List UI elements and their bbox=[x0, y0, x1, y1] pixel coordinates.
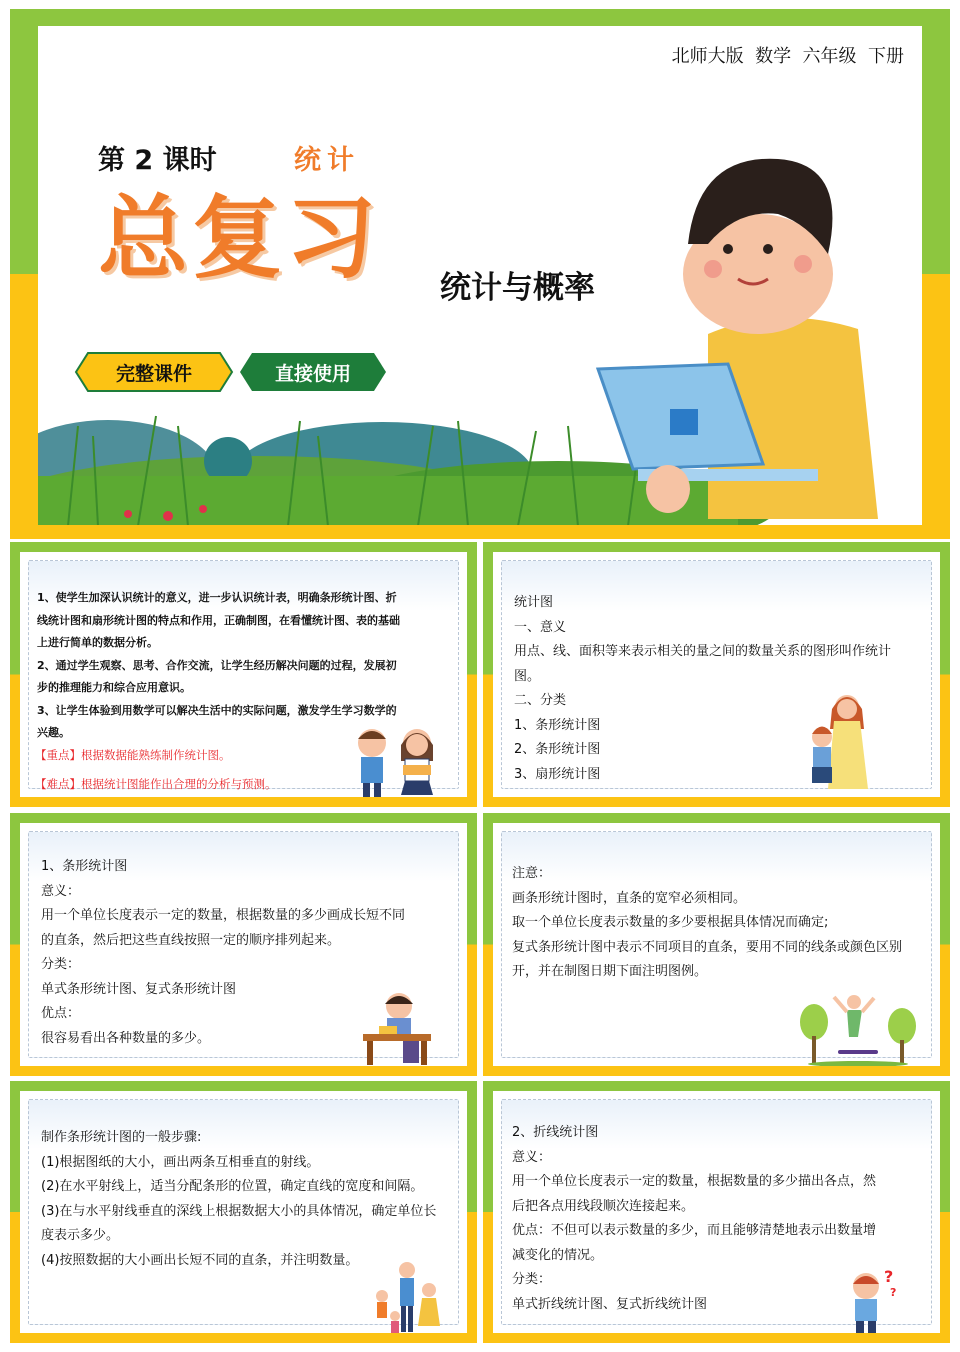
steps-slide bbox=[10, 1081, 477, 1343]
text-line: 统计图 bbox=[514, 595, 554, 610]
mother-child-illustration bbox=[802, 689, 872, 794]
svg-text:?: ? bbox=[890, 1286, 897, 1299]
objective-line: 上进行简单的数据分析。 bbox=[37, 636, 158, 649]
text-line: 分类： bbox=[512, 1272, 552, 1287]
text-line: 制作条形统计图的一般步骤: bbox=[41, 1130, 202, 1145]
text-line: 复式条形统计图中表示不同项目的直条，要用不同的线条或颜色区别 bbox=[512, 939, 903, 955]
objective-line: 2、通过学生观察、思考、合作交流，让学生经历解决问题的过程，发展初 bbox=[37, 658, 397, 672]
objective-line: 线统计图和扇形统计图的特点和作用，正确制图，在看懂统计图、表的基础 bbox=[37, 613, 400, 627]
text-line: 很容易看出各种数量的多少。 bbox=[41, 1030, 211, 1046]
text-line: 的直条，然后把这些直线按照一定的顺序排列起来。 bbox=[41, 932, 341, 948]
boy-with-laptop-illustration bbox=[578, 114, 922, 519]
text-line: (4)按照数据的大小画出长短不同的直条，并注明数量。 bbox=[41, 1252, 359, 1268]
text-line: 一、意义 bbox=[514, 619, 567, 635]
svg-text:?: ? bbox=[884, 1267, 894, 1286]
badge-complete-label: 完整课件 bbox=[115, 363, 192, 385]
text-line: (2)在水平射线上，适当分配条形的位置，确定直线的宽度和间隔。 bbox=[41, 1179, 424, 1194]
text-line: 二、分类 bbox=[514, 693, 567, 708]
text-line: 1、条形统计图 bbox=[41, 859, 128, 874]
main-title: 总复习 bbox=[98, 186, 380, 291]
text-line: 减变化的情况。 bbox=[512, 1247, 604, 1263]
subtitle: 统计与概率 bbox=[440, 270, 595, 306]
text-line: 3、扇形统计图 bbox=[514, 766, 601, 782]
badge-direct-label: 直接使用 bbox=[274, 363, 351, 385]
text-line: 取一个单位长度表示数量的多少要根据具体情况而确定; bbox=[512, 915, 829, 930]
lesson-number: 第 2 课时 bbox=[98, 145, 217, 176]
text-line: 用一个单位长度表示一定的数量，根据数量的多少描出各点，然 bbox=[512, 1174, 877, 1189]
notes-slide bbox=[483, 813, 950, 1076]
chart-intro-slide bbox=[483, 542, 950, 807]
notes-text bbox=[512, 862, 902, 985]
objectives-text bbox=[37, 587, 400, 745]
difficult-point: 【难点】根据统计图能作出合理的分析与预测。 bbox=[35, 777, 277, 791]
skateboarder-trees-illustration bbox=[792, 992, 922, 1066]
text-line: 优点：不但可以表示数量的多少，而且能够清楚地表示出数量增 bbox=[512, 1223, 877, 1238]
text-line: 优点： bbox=[41, 1006, 81, 1021]
objective-line: 步的推理能力和综合应用意识。 bbox=[37, 681, 191, 694]
text-line: 单式条形统计图、复式条形统计图 bbox=[41, 981, 237, 997]
text-line: 用点、线、面积等来表示相关的量之间的数量关系的图形叫作统计 bbox=[514, 644, 892, 659]
text-line: 度表示多少。 bbox=[41, 1228, 120, 1243]
text-line: 后把各点用线段顺次连接起来。 bbox=[512, 1198, 695, 1214]
line-chart-text bbox=[512, 1121, 876, 1317]
text-line: 2、条形统计图 bbox=[514, 742, 601, 757]
lesson-topic: 统计 bbox=[294, 145, 360, 176]
text-line: 分类： bbox=[41, 957, 81, 972]
family-illustration bbox=[367, 1260, 447, 1333]
confused-boy-illustration bbox=[842, 1266, 902, 1333]
text-line: 2、折线统计图 bbox=[512, 1125, 599, 1140]
text-line: 注意： bbox=[512, 866, 552, 881]
line-chart-slide bbox=[483, 1081, 950, 1343]
objective-line: 兴趣。 bbox=[37, 726, 70, 739]
objectives-slide bbox=[10, 542, 477, 807]
text-line: 开，并在制图日期下面注明图例。 bbox=[512, 964, 708, 979]
steps-text bbox=[41, 1126, 436, 1273]
text-line: 图。 bbox=[514, 668, 541, 684]
students-illustration bbox=[347, 721, 447, 797]
text-line: 画条形统计图时，直条的宽窄必须相同。 bbox=[512, 890, 747, 906]
text-line: (1)根据图纸的大小，画出两条互相垂直的射线。 bbox=[41, 1154, 320, 1170]
objective-line: 3、让学生体验到用数学可以解决生活中的实际问题，激发学生学习数学的 bbox=[37, 703, 397, 717]
student-desk-illustration bbox=[359, 986, 439, 1066]
text-line: 意义： bbox=[512, 1149, 552, 1165]
text-line: (3)在与水平射线垂直的深线上根据数据大小的具体情况，确定单位长 bbox=[41, 1203, 437, 1219]
text-line: 1、条形统计图 bbox=[514, 717, 601, 733]
bar-chart-text bbox=[41, 855, 405, 1051]
text-line: 用一个单位长度表示一定的数量，根据数量的多少画成长短不同 bbox=[41, 908, 406, 923]
text-line: 意义： bbox=[41, 883, 81, 899]
text-line: 单式折线统计图、复式折线统计图 bbox=[512, 1296, 708, 1312]
edition-label: 北师大版 数学 六年级 下册 bbox=[671, 46, 904, 67]
key-point: 【重点】根据数据能熟练制作统计图。 bbox=[35, 748, 231, 762]
bar-chart-slide bbox=[10, 813, 477, 1076]
cover-slide bbox=[10, 9, 950, 539]
objective-line: 1、使学生加深认识统计的意义，进一步认识统计表，明确条形统计图、折 bbox=[37, 591, 397, 604]
